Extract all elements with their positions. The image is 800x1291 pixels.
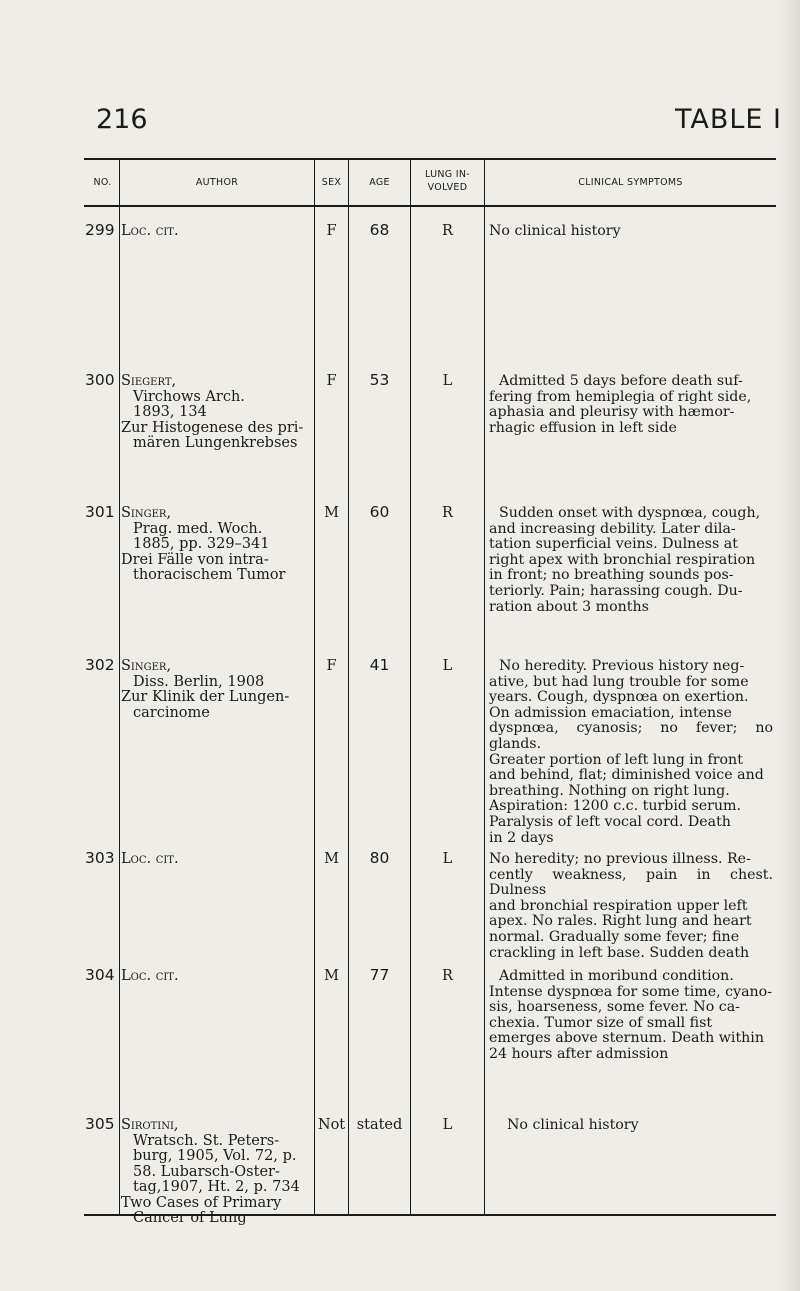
author-name: Loc. cit. xyxy=(121,223,179,239)
author-cell xyxy=(121,224,313,240)
symptom-line: and increasing debility. Later dila- xyxy=(489,520,736,537)
author-cell xyxy=(121,506,313,584)
lung-cell: R xyxy=(442,968,453,984)
symptom-line: emerges above sternum. Death within xyxy=(489,1030,764,1047)
column-divider xyxy=(484,158,485,1215)
column-header-symptoms: CLINICAL SYMPTOMS xyxy=(578,177,683,188)
author-line: Cancer of Lung xyxy=(133,1210,247,1226)
author-line: Prag. med. Woch. xyxy=(133,520,263,537)
author-cell xyxy=(121,1118,313,1227)
author-name: Singer, xyxy=(121,505,172,521)
symptom-line: Admitted 5 days before death suf- xyxy=(499,373,743,389)
age-cell: 77 xyxy=(369,966,390,984)
column-divider xyxy=(314,158,315,1215)
author-line: Two Cases of Primary xyxy=(121,1194,282,1211)
symptom-line: breathing. Nothing on right lung. xyxy=(489,782,730,799)
age-cell: stated xyxy=(356,1117,403,1133)
symptom-line: and behind, flat; diminished voice and xyxy=(489,767,764,784)
column-header-lung xyxy=(411,168,484,194)
author-line: burg, 1905, Vol. 72, p. xyxy=(133,1148,297,1164)
lung-cell: R xyxy=(442,505,453,521)
row-number: 302 xyxy=(85,656,115,674)
author-name: Singer, xyxy=(121,658,172,674)
symptom-line: ative, but had lung trouble for some xyxy=(489,673,749,690)
age-cell: 80 xyxy=(369,849,390,867)
column-divider xyxy=(348,158,349,1215)
sex-cell: M xyxy=(324,968,339,984)
author-name: Sirotini, xyxy=(121,1117,179,1133)
age-cell: 68 xyxy=(369,221,390,239)
symptom-line: 24 hours after admission xyxy=(489,1045,669,1062)
row-number: 301 xyxy=(85,503,115,521)
symptom-line: years. Cough, dyspnœa on exertion. xyxy=(489,689,749,706)
author-line: 58. Lubarsch-Oster- xyxy=(133,1163,280,1180)
lung-cell: L xyxy=(442,658,453,674)
page-number: 216 xyxy=(96,104,148,135)
lung-cell: L xyxy=(442,1117,453,1133)
symptom-line: in 2 days xyxy=(489,829,554,846)
sex-cell: M xyxy=(324,505,339,521)
symptom-line: Sudden onset with dyspnœa, cough, xyxy=(499,505,761,521)
author-line: tag,1907, Ht. 2, p. 734 xyxy=(133,1179,300,1195)
column-header-age: AGE xyxy=(369,177,390,188)
column-header-sex: SEX xyxy=(321,177,342,188)
row-number: 304 xyxy=(85,966,115,984)
symptom-line: chexia. Tumor size of small fist xyxy=(489,1014,713,1031)
symptom-line: crackling in left base. Sudden death xyxy=(489,944,750,961)
symptom-line: Admitted in moribund condition. xyxy=(499,968,734,984)
row-number: 299 xyxy=(85,221,115,239)
symptom-line: No clinical history xyxy=(507,1117,639,1133)
sex-cell: Not xyxy=(317,1117,346,1133)
lung-cell: R xyxy=(442,223,453,239)
symptom-line: in front; no breathing sounds pos- xyxy=(489,567,734,584)
author-cell xyxy=(121,374,313,452)
author-line: Zur Klinik der Lungen- xyxy=(121,689,290,705)
lung-cell: L xyxy=(442,851,453,867)
symptoms-cell xyxy=(489,969,773,1063)
author-name: Loc. cit. xyxy=(121,851,179,867)
sex-cell: F xyxy=(326,223,337,239)
symptoms-cell xyxy=(489,1118,773,1134)
symptom-line: sis, hoarseness, some fever. No ca- xyxy=(489,999,740,1016)
symptoms-cell xyxy=(489,374,773,436)
author-cell xyxy=(121,969,313,985)
symptom-line: aphasia and pleurisy with hæmor- xyxy=(489,404,735,421)
author-line: Zur Histogenese des pri- xyxy=(121,419,304,436)
table-top-rule xyxy=(84,158,776,160)
symptom-line: Paralysis of left vocal cord. Death xyxy=(489,813,731,830)
symptom-line: right apex with bronchial respiration xyxy=(489,551,756,568)
table-header-rule xyxy=(84,205,776,207)
column-divider xyxy=(119,158,120,1215)
age-cell: 60 xyxy=(369,503,390,521)
symptoms-cell xyxy=(489,659,773,846)
age-cell: 53 xyxy=(369,371,390,389)
author-cell xyxy=(121,659,313,721)
author-line: 1885, pp. 329–341 xyxy=(133,536,270,552)
symptoms-cell xyxy=(489,852,773,961)
symptom-line: No heredity; no previous illness. Re- xyxy=(489,851,751,867)
column-header-no: NO. xyxy=(93,177,112,188)
symptom-line: No clinical history xyxy=(489,223,621,239)
author-name: Siegert, xyxy=(121,373,177,389)
symptom-line: dyspnœa, cyanosis; no fever; no glands. xyxy=(489,720,773,752)
age-cell: 41 xyxy=(369,656,390,674)
column-header-author: AUTHOR xyxy=(195,177,239,188)
author-cell xyxy=(121,852,313,868)
symptom-line: and bronchial respiration upper left xyxy=(489,897,748,914)
row-number: 305 xyxy=(85,1115,115,1133)
symptom-line: apex. No rales. Right lung and heart xyxy=(489,913,752,930)
author-name: Loc. cit. xyxy=(121,968,179,984)
running-title: TABLE I xyxy=(674,104,782,135)
symptoms-cell xyxy=(489,506,773,615)
symptom-line: normal. Gradually some fever; fine xyxy=(489,928,740,945)
author-line: carcinome xyxy=(133,704,210,721)
symptom-line: cently weakness, pain in chest. Dulness xyxy=(489,866,773,899)
column-divider xyxy=(410,158,411,1215)
symptom-line: Aspiration: 1200 c.c. turbid serum. xyxy=(489,798,742,815)
sex-cell: F xyxy=(326,373,337,389)
symptom-line: fering from hemiplegia of right side, xyxy=(489,388,752,405)
author-line: thoracischem Tumor xyxy=(133,567,286,583)
author-line: Virchows Arch. xyxy=(133,388,245,405)
author-line: Wratsch. St. Peters- xyxy=(133,1132,280,1149)
author-line: Drei Fälle von intra- xyxy=(121,551,269,568)
symptom-line: Greater portion of left lung in front xyxy=(489,751,743,768)
symptom-line: No heredity. Previous history neg- xyxy=(499,658,745,674)
row-number: 300 xyxy=(85,371,115,389)
row-number: 303 xyxy=(85,849,115,867)
symptom-line: Intense dyspnœa for some time, cyano- xyxy=(489,983,773,1000)
author-line: mären Lungenkrebses xyxy=(133,435,298,451)
author-line: Diss. Berlin, 1908 xyxy=(133,673,265,690)
sex-cell: F xyxy=(326,658,337,674)
lung-cell: L xyxy=(442,373,453,389)
symptom-line: rhagic effusion in left side xyxy=(489,419,677,436)
symptom-line: ration about 3 months xyxy=(489,598,649,615)
symptom-line: teriorly. Pain; harassing cough. Du- xyxy=(489,582,743,599)
author-line: 1893, 134 xyxy=(133,404,207,420)
symptoms-cell xyxy=(489,224,773,240)
sex-cell: M xyxy=(324,851,339,867)
symptom-line: On admission emaciation, intense xyxy=(489,704,732,721)
column-header-lung-line2: VOLVED xyxy=(427,182,468,193)
column-header-lung-line1: LUNG IN- xyxy=(425,169,470,180)
symptom-line: tation superficial veins. Dulness at xyxy=(489,536,738,553)
